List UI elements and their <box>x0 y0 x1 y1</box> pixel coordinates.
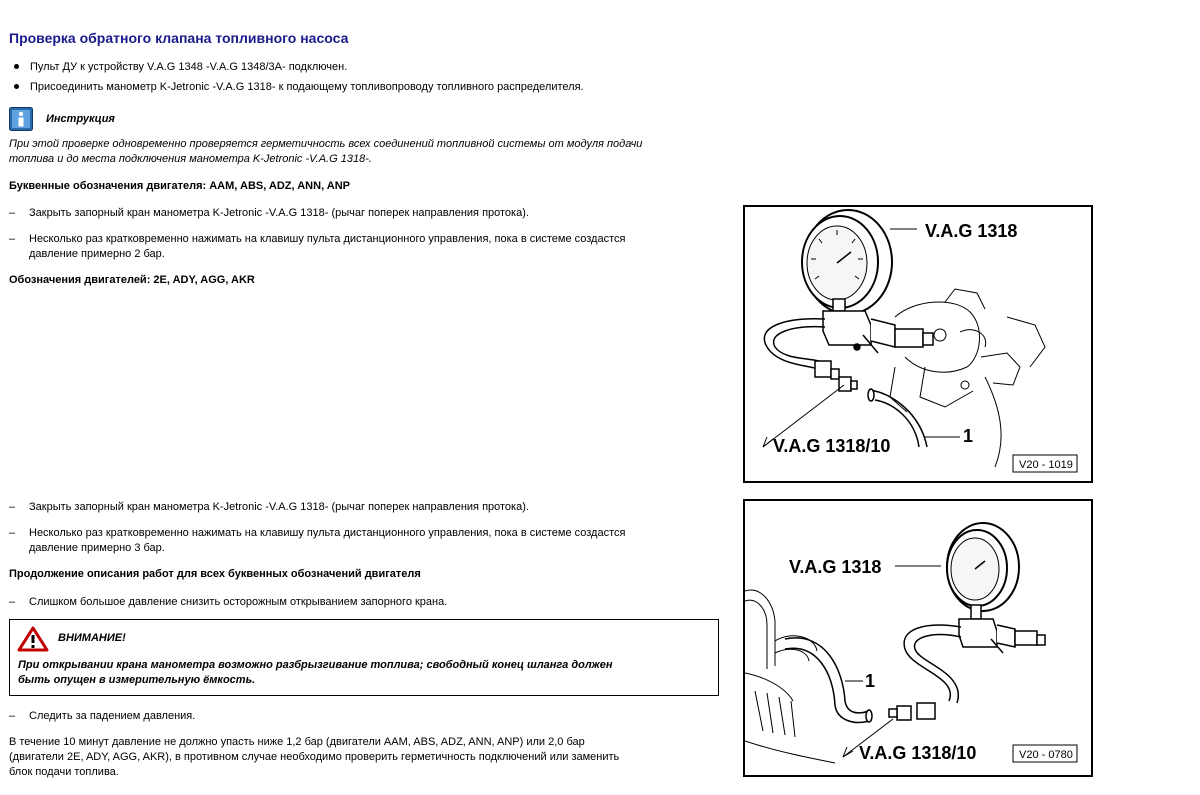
step-item <box>9 206 529 221</box>
shutoff-valve <box>959 619 1045 653</box>
warning-title: ВНИМАНИЕ! <box>58 632 126 644</box>
dash-mark: – <box>9 501 16 513</box>
pressure-gauge <box>947 523 1019 619</box>
info-icon <box>9 107 33 131</box>
engine-sketch <box>745 590 835 763</box>
section-heading: Буквенные обозначения двигателя: AAM, ABS, ADZ, ANN, ANP <box>9 180 350 192</box>
dash-mark: – <box>9 207 16 219</box>
label-hose: 1 <box>865 671 876 691</box>
step-item <box>9 232 625 262</box>
section-heading: Обозначения двигателей: 2E, ADY, AGG, AKR <box>9 274 255 286</box>
step-text: Закрыть запорный кран манометра K-Jetronic -V.A.G 1318- (рычаг поперек направления протока). <box>29 207 529 219</box>
figure-code: V20 - 1019 <box>1019 459 1073 471</box>
figure-2 <box>743 499 1093 777</box>
pressure-gauge <box>802 210 892 314</box>
bullet-text: Пульт ДУ к устройству V.A.G 1348 -V.A.G 1348/3A- подключен. <box>30 61 348 73</box>
conclusion-line: В течение 10 минут давление не должно упасть ниже 1,2 бар (двигатели AAM, ABS, ADZ, ANN, ANP) или 2,0 бар <box>9 736 585 748</box>
warning-line: быть опущен в измерительную ёмкость. <box>18 674 256 686</box>
label-adapter: V.A.G 1318/10 <box>773 436 891 456</box>
bullet-item <box>9 60 347 75</box>
step-item <box>9 526 625 556</box>
warning-line: При открывании крана манометра возможно разбрызгивание топлива; свободный конец шланга должен <box>18 659 613 671</box>
warning-icon <box>17 626 49 652</box>
step-text: давление примерно 3 бар. <box>29 542 165 554</box>
section-heading: Продолжение описания работ для всех буквенных обозначений двигателя <box>9 568 421 580</box>
conclusion-line: (двигатели 2E, ADY, AGG, AKR), в противном случае необходимо проверить герметичность подключений или заменить <box>9 751 620 763</box>
conclusion-line: блок подачи топлива. <box>9 766 119 778</box>
label-gauge: V.A.G 1318 <box>789 557 882 577</box>
fuel-gauge-diagram <box>745 207 1091 481</box>
step-text: Слишком большое давление снизить осторожным открыванием запорного крана. <box>29 596 448 608</box>
warning-box <box>9 619 719 696</box>
figure-1 <box>743 205 1093 483</box>
instruction-line: При этой проверке одновременно проверяется герметичность всех соединений топливной системы от модуля подачи <box>9 138 643 150</box>
step-text: Несколько раз кратковременно нажимать на клавишу пульта дистанционного управления, пока в системе создастся <box>29 527 626 539</box>
step-text: Закрыть запорный кран манометра K-Jetronic -V.A.G 1318- (рычаг поперек направления протока). <box>29 501 529 513</box>
step-item <box>9 709 195 724</box>
instruction-note <box>9 107 33 136</box>
bullet-dot <box>14 64 19 69</box>
label-hose: 1 <box>963 426 974 446</box>
adapter <box>839 377 857 391</box>
instruction-title: Инструкция <box>46 113 115 125</box>
step-item <box>9 595 447 610</box>
shutoff-valve <box>823 311 933 353</box>
label-gauge: V.A.G 1318 <box>925 221 1018 241</box>
instruction-line: топлива и до места подключения манометра K-Jetronic -V.A.G 1318-. <box>9 153 372 165</box>
dash-mark: – <box>9 233 16 245</box>
step-text: Следить за падением давления. <box>29 710 196 722</box>
gauge-hose <box>904 625 961 719</box>
bullet-text: Присоединить манометр K-Jetronic -V.A.G 1318- к подающему топливопроводу топливного распределителя. <box>30 81 584 93</box>
step-text: давление примерно 2 бар. <box>29 248 165 260</box>
figure-code: V20 - 0780 <box>1019 749 1073 761</box>
bullet-dot <box>14 84 19 89</box>
dash-mark: – <box>9 596 16 608</box>
fuel-gauge-diagram-2 <box>745 501 1091 775</box>
dash-mark: – <box>9 710 16 722</box>
adapter <box>889 706 911 720</box>
step-text: Несколько раз кратковременно нажимать на клавишу пульта дистанционного управления, пока в системе создастся <box>29 233 626 245</box>
label-adapter: V.A.G 1318/10 <box>859 743 977 763</box>
bullet-item <box>9 80 584 95</box>
page-title: Проверка обратного клапана топливного насоса <box>9 30 349 46</box>
dash-mark: – <box>9 527 16 539</box>
step-item <box>9 500 529 515</box>
